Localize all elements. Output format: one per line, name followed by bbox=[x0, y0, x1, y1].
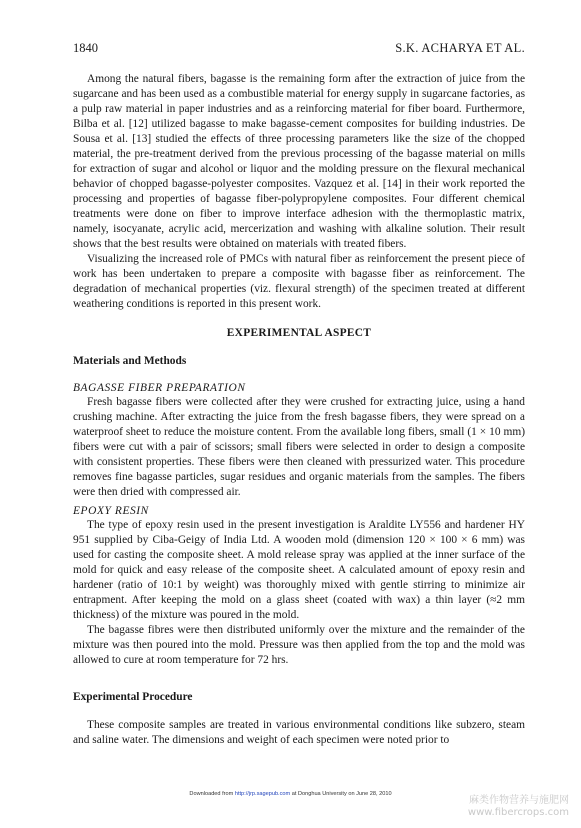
procedure-heading-wrap bbox=[73, 691, 525, 703]
section-heading: EXPERIMENTAL ASPECT bbox=[226, 327, 372, 339]
experimental-section-heading-wrap bbox=[73, 327, 525, 339]
paragraph-procedure: These composite samples are treated in various environmental conditions like subzero, steam and saline water. The dimensions and weight of each specimen were noted prior to bbox=[73, 719, 525, 746]
subsection-heading-procedure: Experimental Procedure bbox=[73, 691, 193, 703]
footer-link[interactable]: http://jrp.sagepub.com bbox=[234, 791, 291, 797]
bagasse-section bbox=[73, 382, 525, 500]
running-header bbox=[73, 41, 525, 56]
footer-suffix: at Donghua University on June 28, 2010 bbox=[290, 791, 392, 797]
epoxy-section bbox=[73, 505, 525, 668]
footer-prefix: Downloaded from bbox=[189, 791, 235, 797]
watermark-line-2: www.fibercrops.com bbox=[467, 807, 569, 818]
materials-heading-wrap bbox=[73, 355, 525, 367]
site-watermark bbox=[449, 795, 569, 819]
running-author: S.K. ACHARYA ET AL. bbox=[395, 41, 525, 55]
paragraph-fiber-preparation: Fresh bagasse fibers were collected after they were crushed for extracting juice, using a hand crushing machine. After extracting the juice from the fresh bagasse fibers, they were spread on a waterproof sheet to reduce the moisture content. From the available long fibers, small (1 × 10 mm) fibers were cut with a pair of scissors; small fibers were selected in order to design a composite with consistent properties. These fibers were then cleaned with pressurized water. This procedure removes fine bagasse particles, sugar residues and organic materials from the samples. The fibers were then dried with compressed air. bbox=[73, 396, 525, 498]
procedure-section bbox=[73, 718, 525, 748]
subsection-heading-materials: Materials and Methods bbox=[73, 355, 187, 367]
page-number: 1840 bbox=[73, 41, 98, 55]
intro-section bbox=[73, 72, 525, 312]
paragraph-fibre-distribution: The bagasse fibres were then distributed uniformly over the mixture and the remainder of the mixture was then poured into the mold. Pressure was then applied from the top and the mold was allowed to cure at room temperature for 72 hrs. bbox=[73, 624, 525, 666]
paragraph-epoxy-resin: The type of epoxy resin used in the present investigation is Araldite LY556 and hardener HY 951 supplied by Ciba-Geigy of India Ltd. A wooden mold (dimension 120 × 100 × 6 mm) was used for casting the composite sheet. A mold release spray was applied at the inner surface of the mold for quick and easy release of the composite sheet. A calculated amount of epoxy resin and hardener (ratio of 10:1 by weight) was thoroughly mixed with gentle stirring to minimize air entrapment. After keeping the mold on a glass sheet (coated with wax) a thin layer (≈2 mm thickness) of the mixture was poured in the mold. bbox=[73, 519, 525, 621]
paragraph-work-aim: Visualizing the increased role of PMCs with natural fiber as reinforcement the present piece of work has been undertaken to prepare a composite with bagasse fiber as reinforcement. The degradation of mechanical properties (viz. flexural strength) of the specimen treated at different weathering conditions is reported in this present work. bbox=[73, 253, 525, 310]
subsubsection-heading-epoxy: EPOXY RESIN bbox=[73, 505, 149, 517]
subsubsection-heading-bagasse: BAGASSE FIBER PREPARATION bbox=[73, 382, 246, 394]
paragraph-bagasse-background: Among the natural fibers, bagasse is the remaining form after the extraction of juice from the sugarcane and has been used as a combustible material for energy supply in sugarcane factories, as a pulp raw material in paper industries and as a reinforcing material for fiber board. Furthermore, Bilba et al. [12] utilized bagasse to make bagasse-cement composites for building industries. De Sousa et al. [13] studied the effects of three processing parameters like the size of the chopped material, the pre-treatment derived from the previous processing of the bagasse material on mills for extraction of sugar and alcohol or liquor and the molding pressure on the flexural mechanical behavior of chopped bagasse-polyester composites. Vazquez et al. [14] in their work reported the processing and properties of bagasse fiber-polypropylene composites. Four different chemical treatments were done on fiber to improve interface adhesion with the thermoplastic matrix, namely, isocyanate, acrylic acid, mercerization and washing with alkaline solution. Their result shows that the best results were obtained on materials with treated fibers. bbox=[73, 73, 525, 250]
watermark-line-1: 麻类作物营养与施肥网 bbox=[469, 795, 569, 806]
